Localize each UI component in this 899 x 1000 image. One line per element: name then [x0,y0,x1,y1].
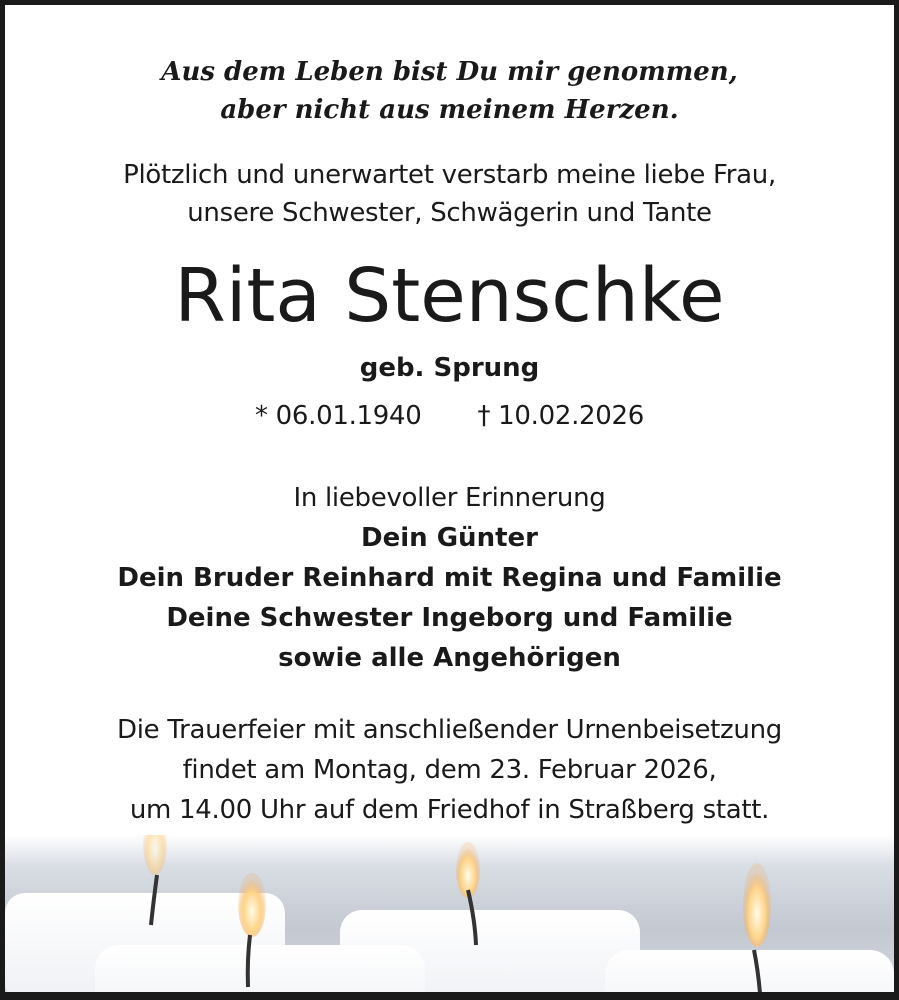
maiden-name: geb. Sprung [359,353,540,383]
mourner-2: Dein Bruder Reinhard mit Regina und Familie [117,563,782,593]
intro-line-2: unsere Schwester, Schwägerin und Tante [187,198,712,228]
candles-image [5,835,894,992]
motto-line-2: aber nicht aus meinem Herzen. [220,95,679,125]
mourner-4: sowie alle Angehörigen [278,643,621,673]
death-date: † 10.02.2026 [477,401,645,431]
funeral-line-1: Die Trauerfeier mit anschließender Urnenbeisetzung [117,715,782,745]
funeral-line-2: findet am Montag, dem 23. Februar 2026, [182,755,717,785]
mourner-3: Deine Schwester Ingeborg und Familie [166,603,733,633]
motto-line-1: Aus dem Leben bist Du mir genommen, [161,57,738,87]
life-dates [5,401,894,431]
deceased-name: Rita Stenschke [174,253,725,339]
mourner-1: Dein Günter [361,523,538,553]
memory-line: In liebevoller Erinnerung [293,483,606,513]
intro-line-1: Plötzlich und unerwartet verstarb meine liebe Frau, [123,160,776,190]
birth-date: * 06.01.1940 [254,401,422,431]
funeral-line-3: um 14.00 Uhr auf dem Friedhof in Straßberg statt. [129,795,770,825]
